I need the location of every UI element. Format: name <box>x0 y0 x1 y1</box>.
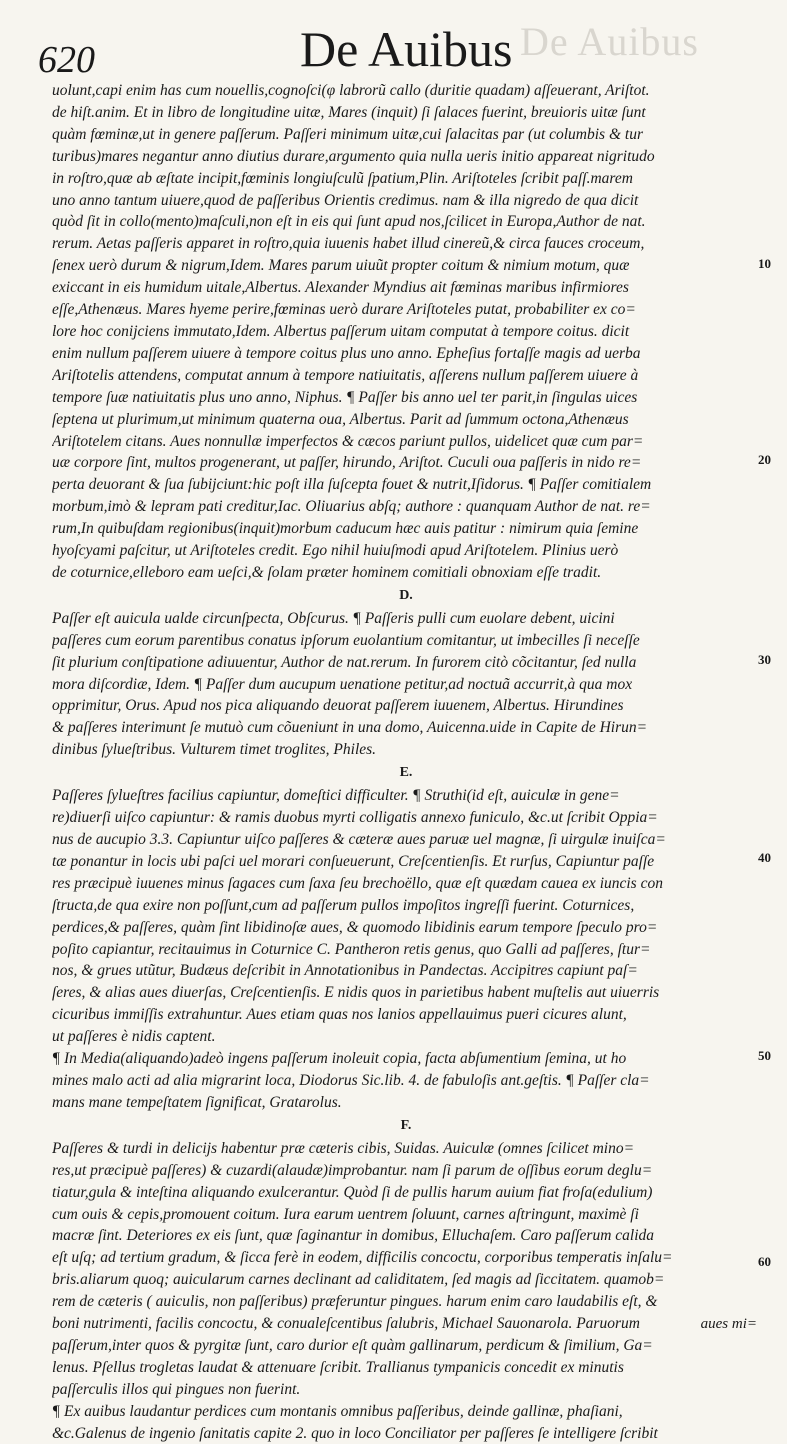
section-marker-f: F. <box>400 1117 412 1133</box>
text-line: enim nullum paſſerem uiuere à tempore coitus plus uno anno. Epheſius fortaſſe magis ad uerba <box>52 344 641 362</box>
margin-line-number: 50 <box>758 1048 771 1063</box>
text-line: de coturnice,elleboro eam ueſci,& ſolam præter hominem comitiali obnoxiam eſſe tradit. <box>52 563 602 581</box>
text-line: eſt uſq; ad tertium gradum, & ſicca ferè in eodem, difficilis concoctu, corporibus temperatis inſalu= <box>52 1249 673 1267</box>
text-line: ¶ In Media(aliquando)adeò ingens paſſerum inoleuit copia, facta abſumentium ſemina, ut ho <box>52 1050 627 1068</box>
text-line: poſito capiantur, recitauimus in Coturnice C. Pantheron retis genus, quo Galli ad paſſeres, ſtur= <box>52 940 651 958</box>
text-line: nus de aucupio 3.3. Capiuntur uiſco paſſeres & cæteræ aues paruæ uel magnæ, ſi uirgulæ inuiſca= <box>52 831 666 848</box>
text-line: boni nutrimenti, facilis concoctu, & conualeſcentibus ſalubris, Michael Sauonarola. Paruorum <box>52 1315 640 1333</box>
text-line: uno anno tantum uiuere,quod de paſſeribus Orientis credimus. nam & illa nigredo de qua dicit <box>52 191 639 209</box>
text-line: exiccant in eis humidum uitale,Albertus. Alexander Myndius ait fœminas maribus infirmiores <box>52 279 629 297</box>
text-line: nos, & grues utũtur, Budæus deſcribit in Annotationibus in Pandectas. Accipitres capiunt paſ= <box>52 962 638 980</box>
margin-line-number: 10 <box>758 256 771 271</box>
text-line: cum ouis & cepis,promouent coitum. Iura earum uentrem ſoluunt, carnes aſtringunt, maximè ſi <box>52 1205 639 1223</box>
text-line: quòd ſit in collo(mento)maſculi,non eſt in eis qui ſunt apud nos,ſcilicet in Europa,Author de nat. <box>52 213 646 231</box>
body-text <box>52 80 760 1444</box>
text-line: perdices,& paſſeres, quàm ſint libidinoſæ aues, & quomodo libidinis earum tempore ſpeculo pro= <box>52 918 658 936</box>
text-line: mans mane tempeſtatem ſignificat, Gratarolus. <box>52 1093 342 1111</box>
margin-line-number: 40 <box>758 850 771 865</box>
section-marker-e: E. <box>399 765 413 781</box>
text-line: ſit plurium conſtipatione adiuuentur, Author de nat.rerum. In furorem citò cõcitantur, ſed nulla <box>52 653 637 671</box>
section-marker-d: D. <box>399 587 413 603</box>
text-line: bris.aliarum quoq; auicularum carnes declinant ad caliditatem, ſed magis ad ſiccitatem. quamob= <box>52 1271 665 1289</box>
text-line: &c.Galenus de ingenio ſanitatis capite 2. quo in loco Conciliator per paſſeres ſe intelligere ſcribit <box>52 1424 658 1442</box>
text-line: ſtructa,de qua exire non poſſunt,cum ad paſſerum pullos impoſitos ingreſſi fuerint. Coturnices, <box>52 896 635 914</box>
text-line: quàm fœminæ,ut in genere paſſerum. Paſſeri minimum uitæ,cui ſalacitas par (ut columbis & tur <box>52 125 643 143</box>
text-line: res,ut præcipuè paſſeres) & cuzardi(alaudæ)improbantur. nam ſi parum de oſſibus eorum deglu= <box>52 1161 653 1179</box>
text-line: ſeres, & alias aues diuerſas, Creſcentienſis. E nidis quos in parietibus habent muſtelis aut uiuerris <box>52 984 660 1002</box>
text-line: paſſerum,inter quos & pyrgitæ ſunt, caro durior eſt quàm gallinarum, perdicum & ſimilium, Ga= <box>52 1336 653 1354</box>
text-line: rem de cæteris ( auiculis, non paſſeribus) præferuntur pingues. harum enim caro laudabilis eſt, & <box>52 1293 658 1311</box>
text-line: Paſſeres & turdi in delicijs habentur præ cæteris cibis, Suidas. Auiculæ (omnes ſcilicet mino= <box>52 1139 635 1157</box>
text-line: perta deuorant & ſua ſubijciunt:hic poſt illa ſuſcepta fouet & nutrit,Iſidorus. ¶ Paſſer comitialem <box>52 476 652 494</box>
running-head: De Auibus <box>300 21 513 77</box>
text-line: tempore ſuæ natiuitatis plus uno anno, Niphus. ¶ Paſſer bis anno uel ter parit,in ſingulas uices <box>52 388 638 406</box>
text-line: res præcipuè iuuenes minus ſagaces cum ſaxa ſeu brechoëllo, quæ eſt quædam cauea ex iuncis con <box>52 874 663 892</box>
text-line: paſſeres cum eorum parentibus conatus ipſorum euolantium comitantur, ut imbecilles ſi neceſſe <box>52 631 640 649</box>
text-line: mora diſcordiæ, Idem. ¶ Paſſer dum aucupum uenatione petitur,ad noctuã accurrit,à qua mox <box>52 675 633 693</box>
text-line: dinibus ſylueſtribus. Vulturem timet troglites, Philes. <box>52 741 377 759</box>
text-line: de hiſt.anim. Et in libro de longitudine uitæ, Mares (inquit) ſi ſalaces fuerint, breuioris uitæ ſunt <box>52 103 646 121</box>
text-line: turibus)mares negantur anno diutius durare,argumento quia nulla ueris initio appareat nigritudo <box>52 147 655 165</box>
text-line: ut paſſeres è nidis captent. <box>52 1028 216 1046</box>
margin-line-number: 20 <box>758 452 771 467</box>
text-line: Paſſer eſt auicula ualde circunſpecta, Obſcurus. ¶ Paſſeris pulli cum euolare debent, uicini <box>52 609 615 627</box>
margin-line-number: 60 <box>758 1254 771 1269</box>
text-line: lore hoc conijciens immutato,Idem. Albertus paſſerum uitam computat à tempore coitus. dicit <box>52 322 630 340</box>
text-line: tæ ponantur in locis ubi paſci uel morari conſueuerunt, Creſcentienſis. Et rurſus, Capiuntur paſſe <box>52 852 655 870</box>
text-line: morbum,imò & lepram pati creditur,Iac. Oliuarius abſq; authore : quanquam Author de nat. re= <box>52 498 651 516</box>
text-line: Ariſtotelis attendens, computat annum à tempore natiuitatis, aſſerens nullum paſſerem uiuere à <box>52 366 639 384</box>
bleed-through-text: De Auibus <box>520 19 699 64</box>
text-line: uæ corpore ſint, multos progenerant, ut paſſer, hirundo, Ariſtot. Cuculi oua paſſeris in nido re= <box>52 454 642 472</box>
text-line: eſſe,Athenæus. Mares hyeme perire,fœminas uerò durare Ariſtoteles putat, probabiliter ex co= <box>52 301 636 319</box>
text-line: lenus. Pſellus trogletas laudat & attenuare ſcribit. Trallianus tympanicis concedit ex minutis <box>52 1358 624 1376</box>
text-line: ¶ Ex auibus laudantur perdices cum montanis omnibus paſſeribus, deinde gallinæ, phaſiani, <box>52 1402 623 1420</box>
text-line: re)diuerſi uiſco capiuntur: & ramis duobus myrti colligatis annexo funiculo, &c.ut ſcribit Oppia= <box>52 809 658 827</box>
text-line: Paſſeres ſylueſtres facilius capiuntur, domeſtici difficulter. ¶ Struthi(id eſt, auiculæ in gene= <box>52 787 620 805</box>
text-line: macræ ſint. Deteriores ex eis ſunt, quæ ſaginantur in domibus, Elluchaſem. Caro paſſerum calida <box>52 1227 655 1245</box>
text-line: in roſtro,quæ ab æſtate incipit,fœminis longiuſculũ ſpatium,Plin. Ariſtoteles ſcribit paſſ.marem <box>52 169 633 187</box>
page-number: 620 <box>38 39 95 81</box>
catchword: aues mi= <box>700 1316 757 1332</box>
page-header <box>30 20 757 80</box>
text-line: ſenex uerò durum & nigrum,Idem. Mares parum uiuũt propter coitum & nimium motum, quæ <box>52 257 630 275</box>
text-line: Ariſtotelem citans. Aues nonnullæ imperfectos & cæcos pariunt pullos, uidelicet quæ cum par= <box>52 432 644 450</box>
text-line: uolunt,capi enim has cum nouellis,cognoſci(φ labrorũ callo (duritie quadam) aſſeuerant, Ariſtot. <box>52 82 650 99</box>
margin-line-number: 30 <box>758 652 771 667</box>
text-line: hyoſcyami paſcitur, ut Ariſtoteles credit. Ego nihil huiuſmodi apud Ariſtotelem. Plinius uerò <box>52 542 619 560</box>
text-line: opprimitur, Orus. Apud nos pica aliquando deuorat paſſerem iuuenem, Albertus. Hirundines <box>52 697 624 715</box>
text-line: rum,In quibuſdam regionibus(inquit)morbum caducum hæc auis patitur : nimirum quia ſemine <box>52 520 639 538</box>
text-line: ſeptena ut plurimum,ut minimum quaterna oua, Albertus. Parit ad ſummum octona,Athenæus <box>52 410 629 428</box>
text-line: rerum. Aetas paſſeris apparet in roſtro,quia iuuenis habet illud cinereũ,& circa fauces croceum, <box>52 235 645 253</box>
text-line: tiatur,gula & inteſtina aliquando exulcerantur. Quòd ſi de pullis harum auium fiat froſa(edulium) <box>52 1183 653 1201</box>
text-line: cicuribus immiſſis extrahuntur. Aues etiam quas nos lanios appellauimus pueri cicures alunt, <box>52 1006 627 1024</box>
text-line: paſſerculis illos qui pingues non fuerint. <box>52 1380 301 1398</box>
text-line: & paſſeres interimunt ſe mutuò cum cõueniunt in una domo, Auicenna.uide in Capite de Hirun= <box>52 719 648 737</box>
text-line: mines malo acti ad alia migrarint loca, Diodorus Sic.lib. 4. de fabuloſis ant.geſtis. ¶ Paſſer cla= <box>52 1071 650 1089</box>
